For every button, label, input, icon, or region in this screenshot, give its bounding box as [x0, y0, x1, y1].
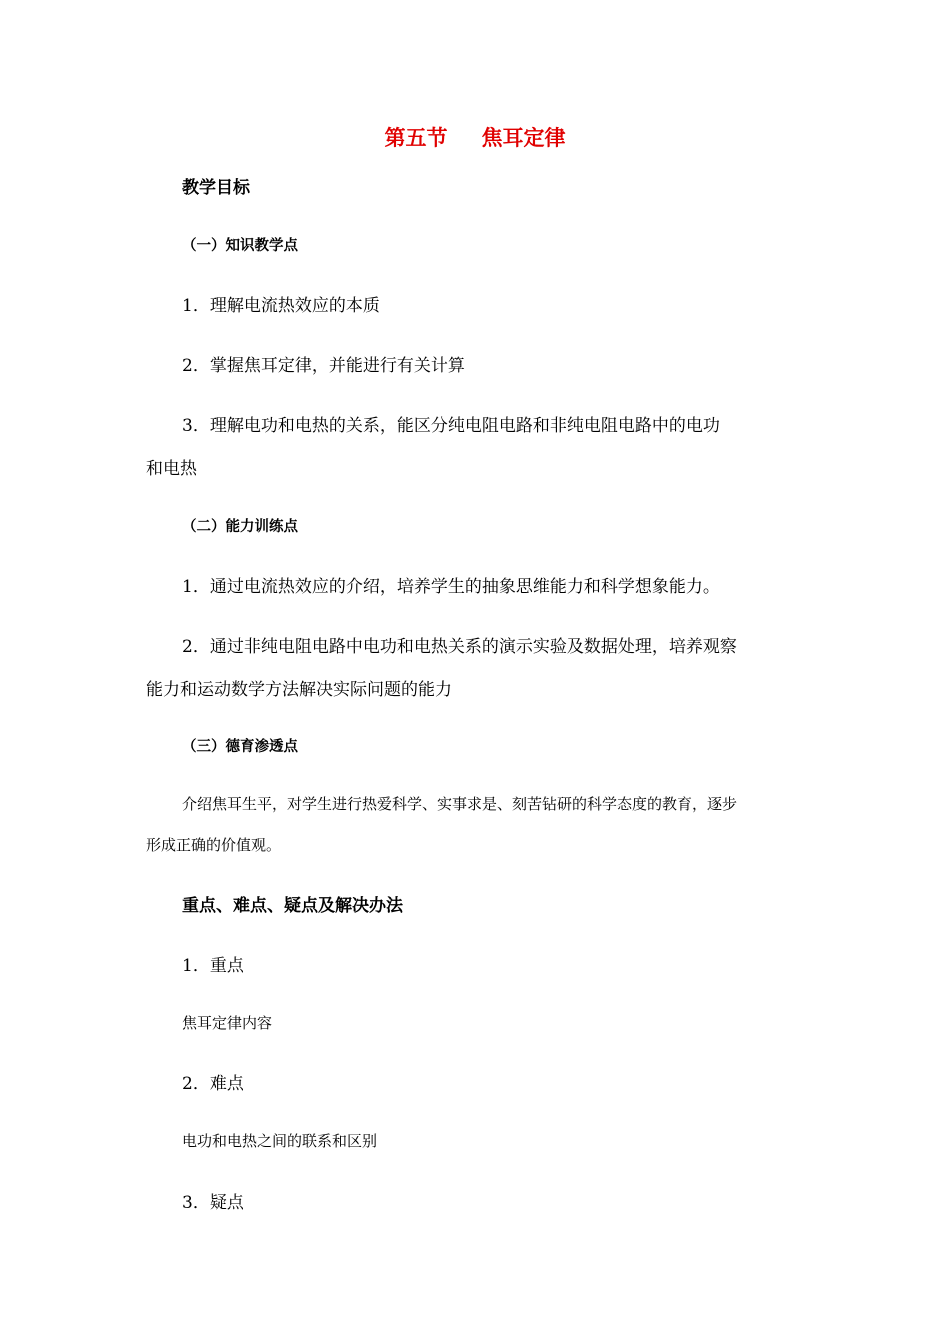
objectives-heading: 教学目标 [182, 178, 250, 198]
moral-paragraph-line: 形成正确的价值观。 [146, 836, 282, 854]
knowledge-item-continued: 和电热 [146, 459, 197, 479]
key-item-label: 1．重点 [182, 956, 244, 976]
knowledge-item: 2．掌握焦耳定律，并能进行有关计算 [182, 356, 465, 376]
moral-paragraph-line: 介绍焦耳生平，对学生进行热爱科学、实事求是、刻苦钻研的科学态度的教育，逐步 [182, 795, 738, 813]
key-item-text: 电功和电热之间的联系和区别 [182, 1132, 378, 1150]
key-points-heading: 重点、难点、疑点及解决办法 [182, 896, 403, 916]
page-title [0, 122, 950, 152]
knowledge-item: 1．理解电流热效应的本质 [182, 296, 380, 316]
ability-heading: （二）能力训练点 [182, 519, 298, 535]
key-item-text: 焦耳定律内容 [182, 1014, 273, 1032]
ability-item-continued: 能力和运动数学方法解决实际问题的能力 [146, 680, 452, 700]
ability-item: 2．通过非纯电阻电路中电功和电热关系的演示实验及数据处理，培养观察 [182, 637, 737, 657]
ability-item: 1．通过电流热效应的介绍，培养学生的抽象思维能力和科学想象能力。 [182, 577, 720, 597]
moral-heading: （三）德育渗透点 [182, 739, 298, 755]
title-topic: 焦耳定律 [481, 126, 566, 150]
key-item-label: 3．疑点 [182, 1193, 244, 1213]
key-item-label: 2．难点 [182, 1074, 244, 1094]
title-section-number: 第五节 [384, 126, 448, 150]
knowledge-heading: （一）知识教学点 [182, 238, 298, 254]
knowledge-item: 3．理解电功和电热的关系，能区分纯电阻电路和非纯电阻电路中的电功 [182, 416, 720, 436]
